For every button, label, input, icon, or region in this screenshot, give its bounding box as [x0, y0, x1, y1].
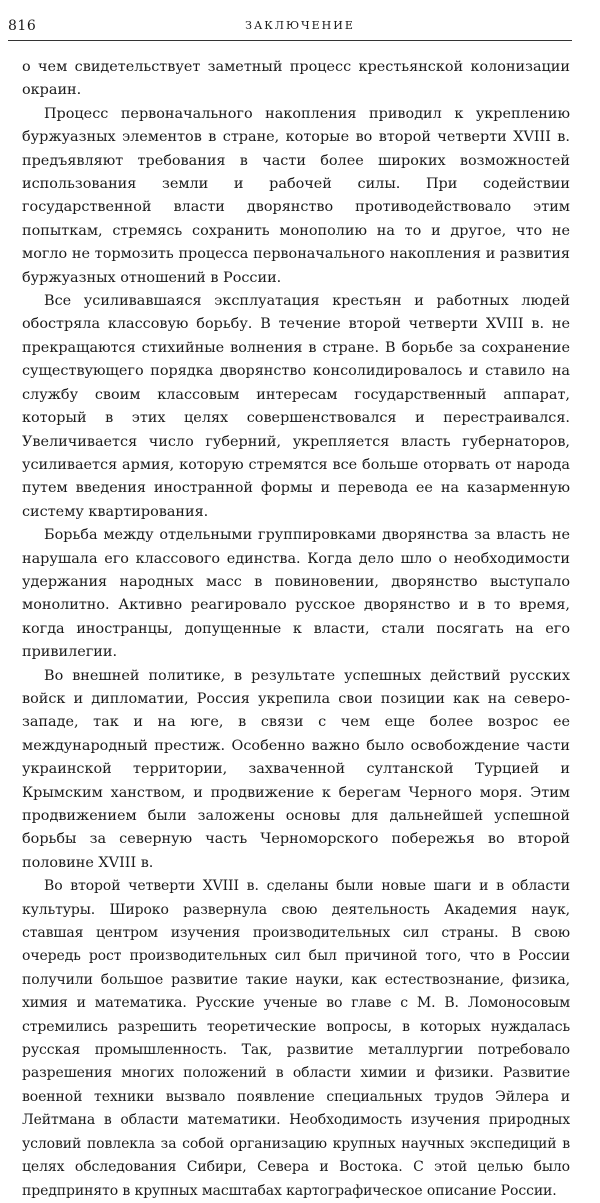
paragraph: о чем свидетельствует заметный процесс крестьянской колонизации окраин. — [22, 59, 570, 99]
running-title: ЗАКЛЮЧЕНИЕ — [245, 19, 355, 32]
page-number: 816 — [8, 18, 37, 34]
paragraph: Во внешней политике, в результате успешных действий русских войск и дипломатии, Россия укрепила свои позиции как на северо-западе, так и на юге, в связи с чем еще более возрос ее международный престиж. Особенно важно было освобождение части украинской территории, захваченной султанской Турцией и Крымским ханством, и продвижение к берегам Черного моря. Этим продвижением были заложены основы для дальнейшей успешной борьбы за северную часть Черноморского побережья во второй половине XVIII в. — [22, 667, 570, 871]
body-text — [22, 56, 570, 1203]
page-header — [0, 14, 600, 38]
paragraph: Борьба между отдельными группировками дворянства за власть не нарушала его классового единства. Когда дело шло о необходимости удержания народных масс в повиновении, дворянство выступало монолитно. Активно реагировало русское дворянство и в то время, когда иностранцы, допущенные к власти, стали посягать на его привилегии. — [22, 527, 570, 661]
paragraph: Процесс первоначального накопления приводил к укреплению буржуазных элементов в стране, которые во второй четверти XVIII в. предъявляют требования в части более широких возможностей использования земли и рабочей силы. При содействии государственной власти дворянство противодействовало этим попыткам, стремясь сохранить монополию на то и другое, что не могло не тормозить процесса первоначального накопления и развития буржуазных отношений в России. — [22, 105, 570, 286]
header-rule — [8, 40, 572, 41]
paragraph: Во второй четверти XVIII в. сделаны были новые шаги и в области культуры. Широко развернула свою деятельность Академия наук, ставшая центром изучения производительных сил страны. В свою очередь рост производительных сил был причиной того, что в России получили большое развитие такие науки, как естествознание, физика, химия и математика. Русские ученые во главе с М. В. Ломоносовым стремились разрешить теоретические вопросы, в которых нуждалась русская промышленность. Так, развитие металлургии потребовало разрешения многих положений в области химии и физики. Развитие военной техники вызвало появление специальных трудов Эйлера и Лейтмана в области математики. Необходимость изучения природных условий повлекла за собой организацию крупных научных экспедиций в целях обследования Сибири, Севера и Востока. С этой целью было предпринято в крупных масштабах картографическое описание России. — [22, 878, 570, 1199]
paragraph: Все усиливавшаяся эксплуатация крестьян и работных людей обостряла классовую борьбу. В течение второй четверти XVIII в. не прекращаются стихийные волнения в стране. В борьбе за сохранение существующего порядка дворянство консолидировалось и ставило на службу своим классовым интересам государственный аппарат, который в этих целях совершенствовался и перестраивался. Увеличивается число губерний, укрепляется власть губернаторов, усиливается армия, которую стремятся все больше оторвать от народа путем введения иностранной формы и перевода ее на казарменную систему квартирования. — [22, 293, 570, 520]
